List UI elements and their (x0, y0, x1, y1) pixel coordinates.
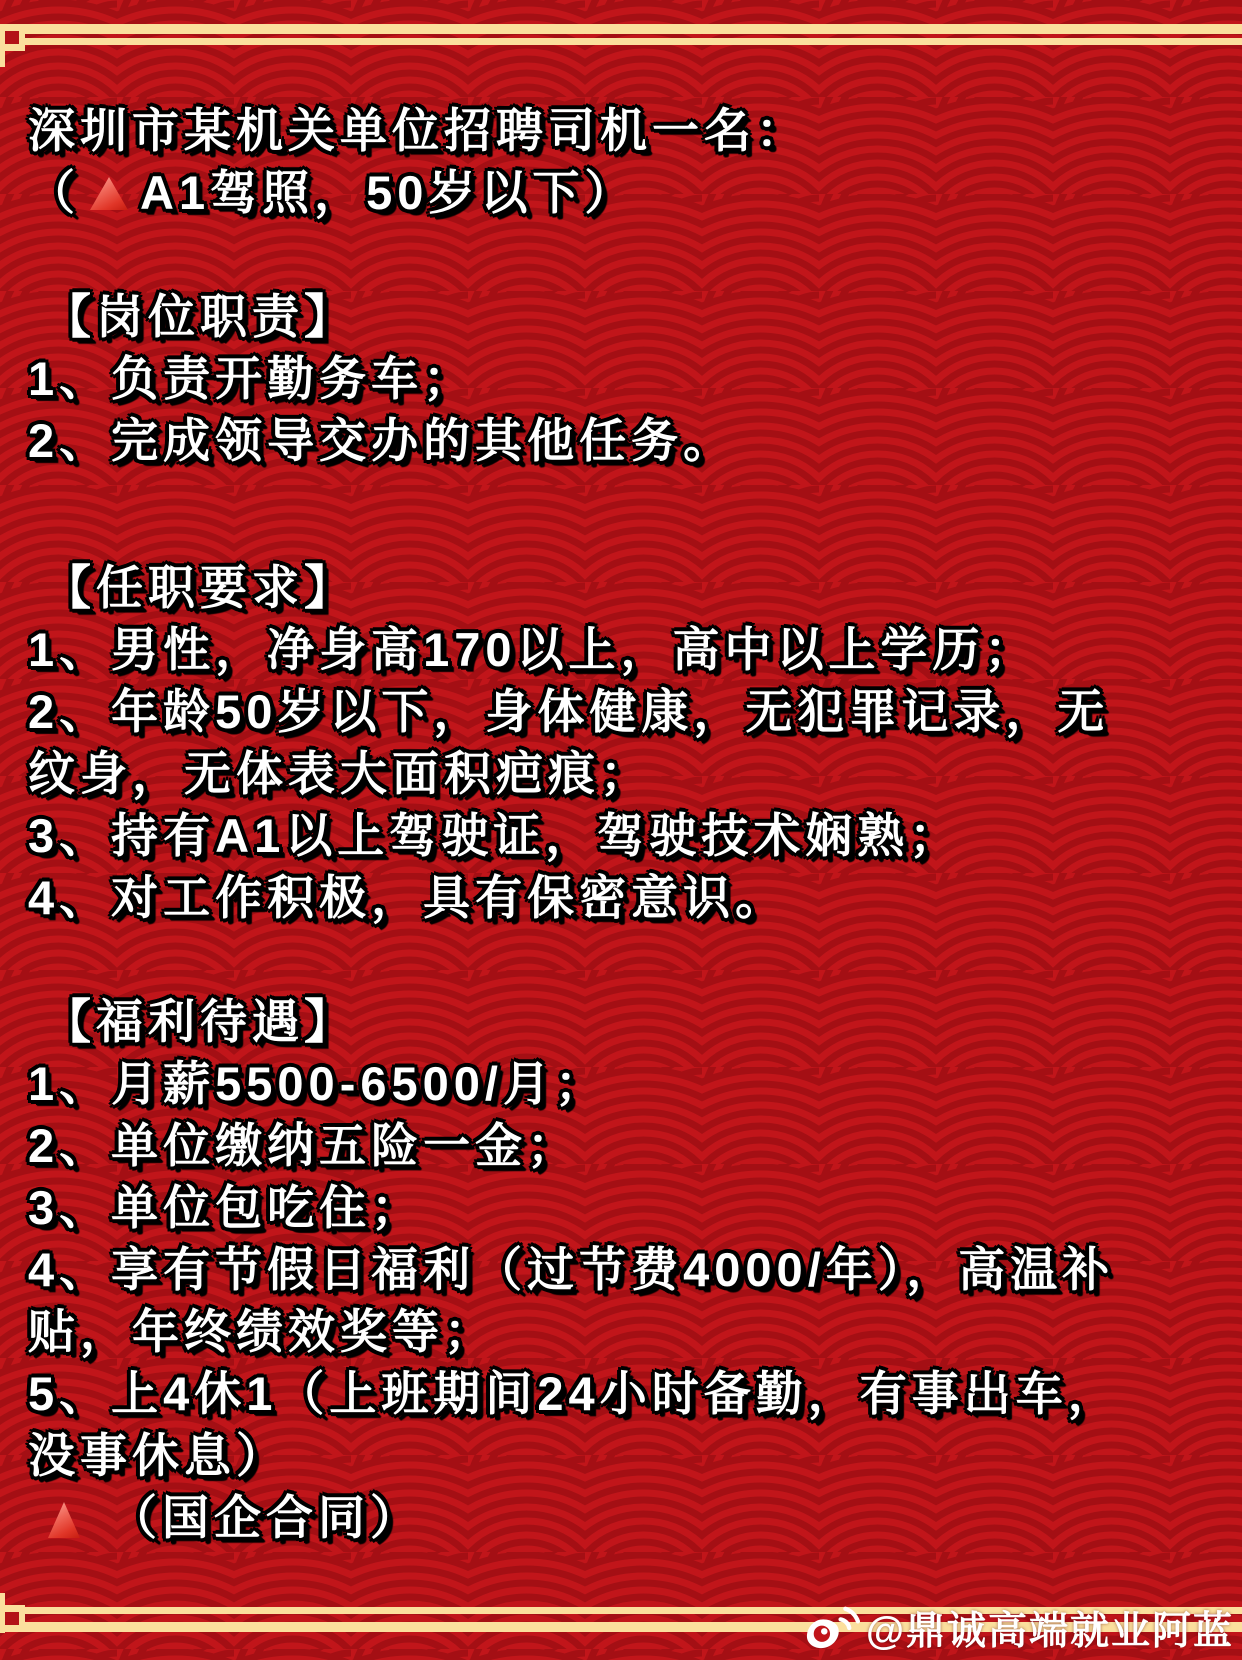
watermark-handle: @鼎诚高端就业阿蓝 (865, 1610, 1234, 1653)
watermark (802, 1600, 1234, 1656)
weibo-icon (802, 1604, 860, 1652)
section-heading-duties: 【岗位职责】 (44, 290, 356, 343)
section-heading-benefits: 【福利待遇】 (44, 995, 356, 1048)
post-title-line2-text: A1驾照，50岁以下） (140, 166, 637, 219)
benefits-item: 没事休息） (28, 1429, 288, 1482)
frame-bottom-corner-hole (5, 1612, 19, 1625)
benefits-item: 2、单位缴纳五险一金； (28, 1119, 580, 1172)
benefits-item: 5、上4休1（上班期间24小时备勤，有事出车， (28, 1367, 1120, 1420)
red-triangle-icon (48, 1502, 80, 1538)
post-body (28, 100, 1218, 1549)
footer-note-line (28, 1487, 1218, 1549)
title-paren-open: （ (28, 166, 80, 219)
benefits-item: 1、月薪5500-6500/月； (28, 1057, 607, 1110)
requirements-item: 2、年龄50岁以下，身体健康，无犯罪记录，无 (28, 685, 1110, 738)
requirements-item: 1、男性，净身高170以上，高中以上学历； (28, 623, 1037, 676)
requirements-item: 纹身，无体表大面积疤痕； (28, 747, 652, 800)
duties-item: 2、完成领导交办的其他任务。 (28, 414, 736, 467)
frame-top-thin-line (25, 38, 1242, 45)
benefits-item: 3、单位包吃住； (28, 1181, 424, 1234)
frame-top-thick-line (25, 24, 1242, 34)
requirements-item: 3、持有A1以上驾驶证，驾驶技术娴熟； (28, 809, 962, 862)
benefits-item: 贴，年终绩效奖等； (28, 1305, 496, 1358)
requirements-item: 4、对工作积极，具有保密意识。 (28, 871, 788, 924)
frame-top-corner-hole (5, 31, 19, 44)
benefits-item: 4、享有节假日福利（过节费4000/年），高温补 (28, 1243, 1115, 1296)
footer-note-text: （国企合同） (110, 1491, 422, 1544)
post-title-line2 (28, 162, 1218, 224)
post-title-line1: 深圳市某机关单位招聘司机一名： (28, 104, 808, 157)
section-heading-requirements: 【任职要求】 (44, 561, 356, 614)
duties-item: 1、负责开勤务车； (28, 352, 476, 405)
red-triangle-icon (90, 177, 128, 210)
